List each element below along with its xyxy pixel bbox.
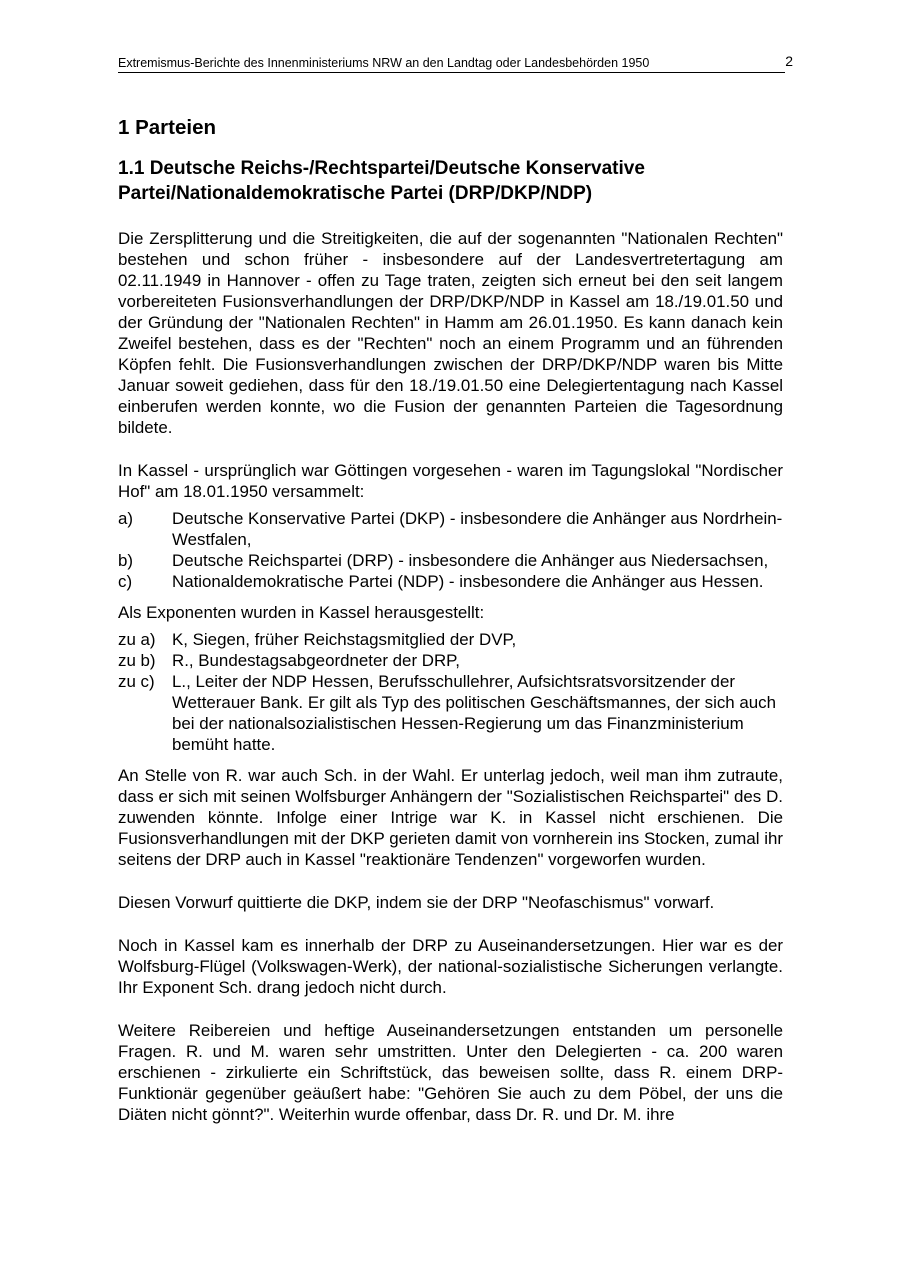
running-header (118, 53, 793, 73)
list-marker: zu a) (118, 630, 156, 649)
paragraph: Als Exponenten wurden in Kassel herausgestellt: (118, 603, 485, 622)
list-item (118, 550, 783, 571)
list-item (118, 671, 783, 755)
list-item (118, 508, 783, 550)
subsection-heading (118, 156, 783, 206)
list-item (118, 650, 783, 671)
list-marker: c) (118, 572, 133, 591)
paragraph: Weitere Reibereien und heftige Auseinandersetzungen entstanden um personelle Fragen. R. und M. waren sehr umstritten. Unter den Delegierten - ca. 200 waren erschienen - zirkulierte ein Schriftstück, das beweisen sollte, dass R. einem DRP-Funktionär gegenüber geäußert habe: "Gehören Sie auch zu dem Pöbel, der uns die Diäten nicht gönnt?". Weiterhin wurde offenbar, dass Dr. R. und Dr. M. ihre (118, 1021, 783, 1124)
list-item-text: Deutsche Reichspartei (DRP) - insbesondere die Anhänger aus Niedersachsen, (172, 551, 769, 570)
parties-list (118, 508, 783, 592)
paragraph: Diesen Vorwurf quittierte die DKP, indem sie der DRP "Neofaschismus" vorwarf. (118, 893, 715, 912)
header-title: Extremismus-Berichte des Innenministeriums NRW an den Landtag oder Landesbehörden 1950 (118, 56, 650, 70)
paragraph: Noch in Kassel kam es innerhalb der DRP zu Auseinandersetzungen. Hier war es der Wolfsburg-Flügel (Volkswagen-Werk), der national-sozialistische Sicherungen verlangte. Ihr Exponent Sch. drang jedoch nicht durch. (118, 936, 783, 997)
list-marker: a) (118, 509, 134, 528)
exponents-list (118, 629, 783, 755)
list-item (118, 629, 783, 650)
list-marker: b) (118, 551, 134, 570)
list-marker: zu b) (118, 651, 156, 670)
subsection-heading-line1: 1.1 Deutsche Reichs-/Rechtspartei/Deutsche Konservative (118, 158, 645, 179)
list-item-text: Deutsche Konservative Partei (DKP) - insbesondere die Anhänger aus Nordrhein-Westfalen, (172, 509, 783, 549)
section-heading: 1 Parteien (118, 116, 216, 139)
list-item-text: R., Bundestagsabgeordneter der DRP, (172, 651, 460, 670)
list-marker: zu c) (118, 672, 155, 691)
paragraph: Die Zersplitterung und die Streitigkeiten, die auf der sogenannten "Nationalen Rechten" bestehen und schon früher - insbesondere auf der Landesvertretertagung am 02.11.1949 in Hannover - offen zu Tage traten, zeigten sich erneut bei den seit langem vorbereiteten Fusionsverhandlungen der DRP/DKP/NDP in Kassel am 18./19.01.50 und der Gründung der "Nationalen Rechten" in Hamm am 26.01.1950. Es kann danach kein Zweifel bestehen, dass es der "Rechten" noch an einem Programm und an führenden Köpfen fehlt. Die Fusionsverhandlungen zwischen der DRP/DKP/NDP waren bis Mitte Januar soweit gediehen, dass für den 18./19.01.50 eine Delegiertentagung nach Kassel einberufen werden konnte, wo die Fusion der genannten Parteien die Tagesordnung bildete. (118, 229, 783, 437)
paragraph: In Kassel - ursprünglich war Göttingen vorgesehen - waren im Tagungslokal "Nordischer Hof" am 18.01.1950 versammelt: (118, 461, 783, 501)
list-item-text: K, Siegen, früher Reichstagsmitglied der DVP, (172, 630, 517, 649)
document-body (118, 114, 783, 1125)
subsection-heading-line2: Partei/Nationaldemokratische Partei (DRP/DKP/NDP) (118, 183, 593, 204)
page-number: 2 (785, 53, 793, 69)
list-item-text: Nationaldemokratische Partei (NDP) - insbesondere die Anhänger aus Hessen. (172, 572, 764, 591)
paragraph: An Stelle von R. war auch Sch. in der Wahl. Er unterlag jedoch, weil man ihm zutraute, dass er sich mit seinen Wolfsburger Anhängern der "Sozialistischen Reichspartei" des D. zuwenden könnte. Infolge einer Intrige war K. in Kassel nicht erschienen. Die Fusionsverhandlungen mit der DKP gerieten damit von vornherein ins Stocken, zumal ihr seitens der DRP auch in Kassel "reaktionäre Tendenzen" vorgeworfen wurden. (118, 766, 783, 869)
list-item-text: L., Leiter der NDP Hessen, Berufsschullehrer, Aufsichtsratsvorsitzender der Wetterauer Bank. Er gilt als Typ des politischen Geschäftsmannes, der sich auch bei der nationalsozialistischen Hessen-Regierung um das Finanzministerium bemüht hatte. (172, 672, 776, 754)
list-item (118, 571, 783, 592)
